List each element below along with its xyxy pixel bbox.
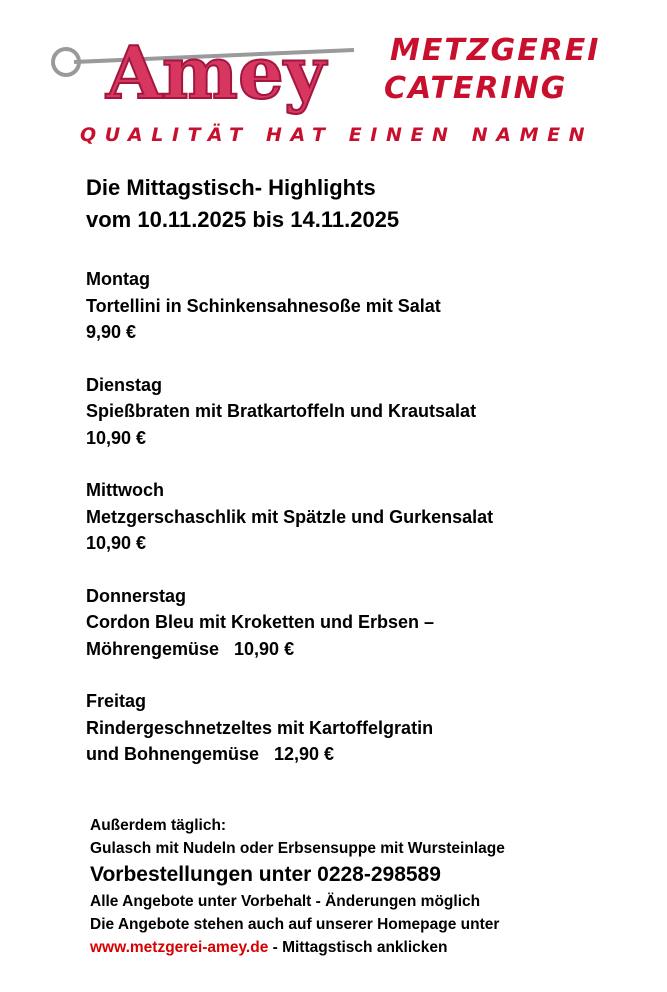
disclaimer: Alle Angebote unter Vorbehalt - Änderungen möglich xyxy=(90,893,481,910)
order-phone: Vorbestellungen unter 0228-298589 xyxy=(90,863,441,886)
homepage-note: Die Angebote stehen auch auf unserer Homepage unter xyxy=(90,916,500,933)
menu-item-friday xyxy=(86,688,606,768)
menu-item-monday xyxy=(86,266,606,346)
price: 9,90 € xyxy=(86,322,137,342)
title-line-1: Die Mittagstisch- Highlights xyxy=(86,175,376,200)
brand-wordmark: Amey xyxy=(106,30,326,115)
dish-text: Cordon Bleu mit Kroketten und Erbsen – xyxy=(86,612,435,632)
homepage-link-suffix: - Mittagstisch anklicken xyxy=(268,939,448,956)
amey-logo-graphic xyxy=(44,28,374,118)
title-line-2: vom 10.11.2025 bis 14.11.2025 xyxy=(86,207,400,232)
day-label: Montag xyxy=(86,269,150,289)
daily-label: Außerdem täglich: xyxy=(90,817,227,834)
homepage-link[interactable]: www.metzgerei-amey.de xyxy=(90,939,269,956)
homepage-line xyxy=(90,936,650,959)
day-label: Donnerstag xyxy=(86,585,187,606)
dish-text: Spießbraten mit Bratkartoffeln und Krautsalat xyxy=(86,401,477,421)
dish-text-line-2: und Bohnengemüse 12,90 € xyxy=(86,744,335,764)
day-label: Mittwoch xyxy=(86,480,164,500)
price: 10,90 € xyxy=(86,533,147,553)
logo xyxy=(44,28,604,158)
dish-text: Tortellini in Schinkensahnesoße mit Salat xyxy=(86,295,441,316)
daily-text: Gulasch mit Nudeln oder Erbsensuppe mit Wursteinlage xyxy=(90,840,505,857)
page-title xyxy=(86,172,399,236)
price: 10,90 € xyxy=(86,427,147,448)
dish-text-line-2: Möhrengemüse 10,90 € xyxy=(86,638,295,659)
day-label: Freitag xyxy=(86,691,147,711)
menu-item-wednesday xyxy=(86,477,606,557)
dish-text: Rindergeschnetzeltes mit Kartoffelgratin xyxy=(86,717,434,738)
day-label: Dienstag xyxy=(86,374,163,395)
tagline: QUALITÄT HAT EINEN NAMEN xyxy=(80,124,594,146)
company-line-2: CATERING xyxy=(384,71,568,106)
company-line-1: METZGEREI xyxy=(390,33,601,68)
menu-item-tuesday xyxy=(86,372,606,452)
dish-text: Metzgerschaschlik mit Spätzle und Gurkensalat xyxy=(86,506,494,527)
footer xyxy=(90,814,650,959)
menu-list xyxy=(86,266,606,794)
menu-item-thursday xyxy=(86,583,606,663)
